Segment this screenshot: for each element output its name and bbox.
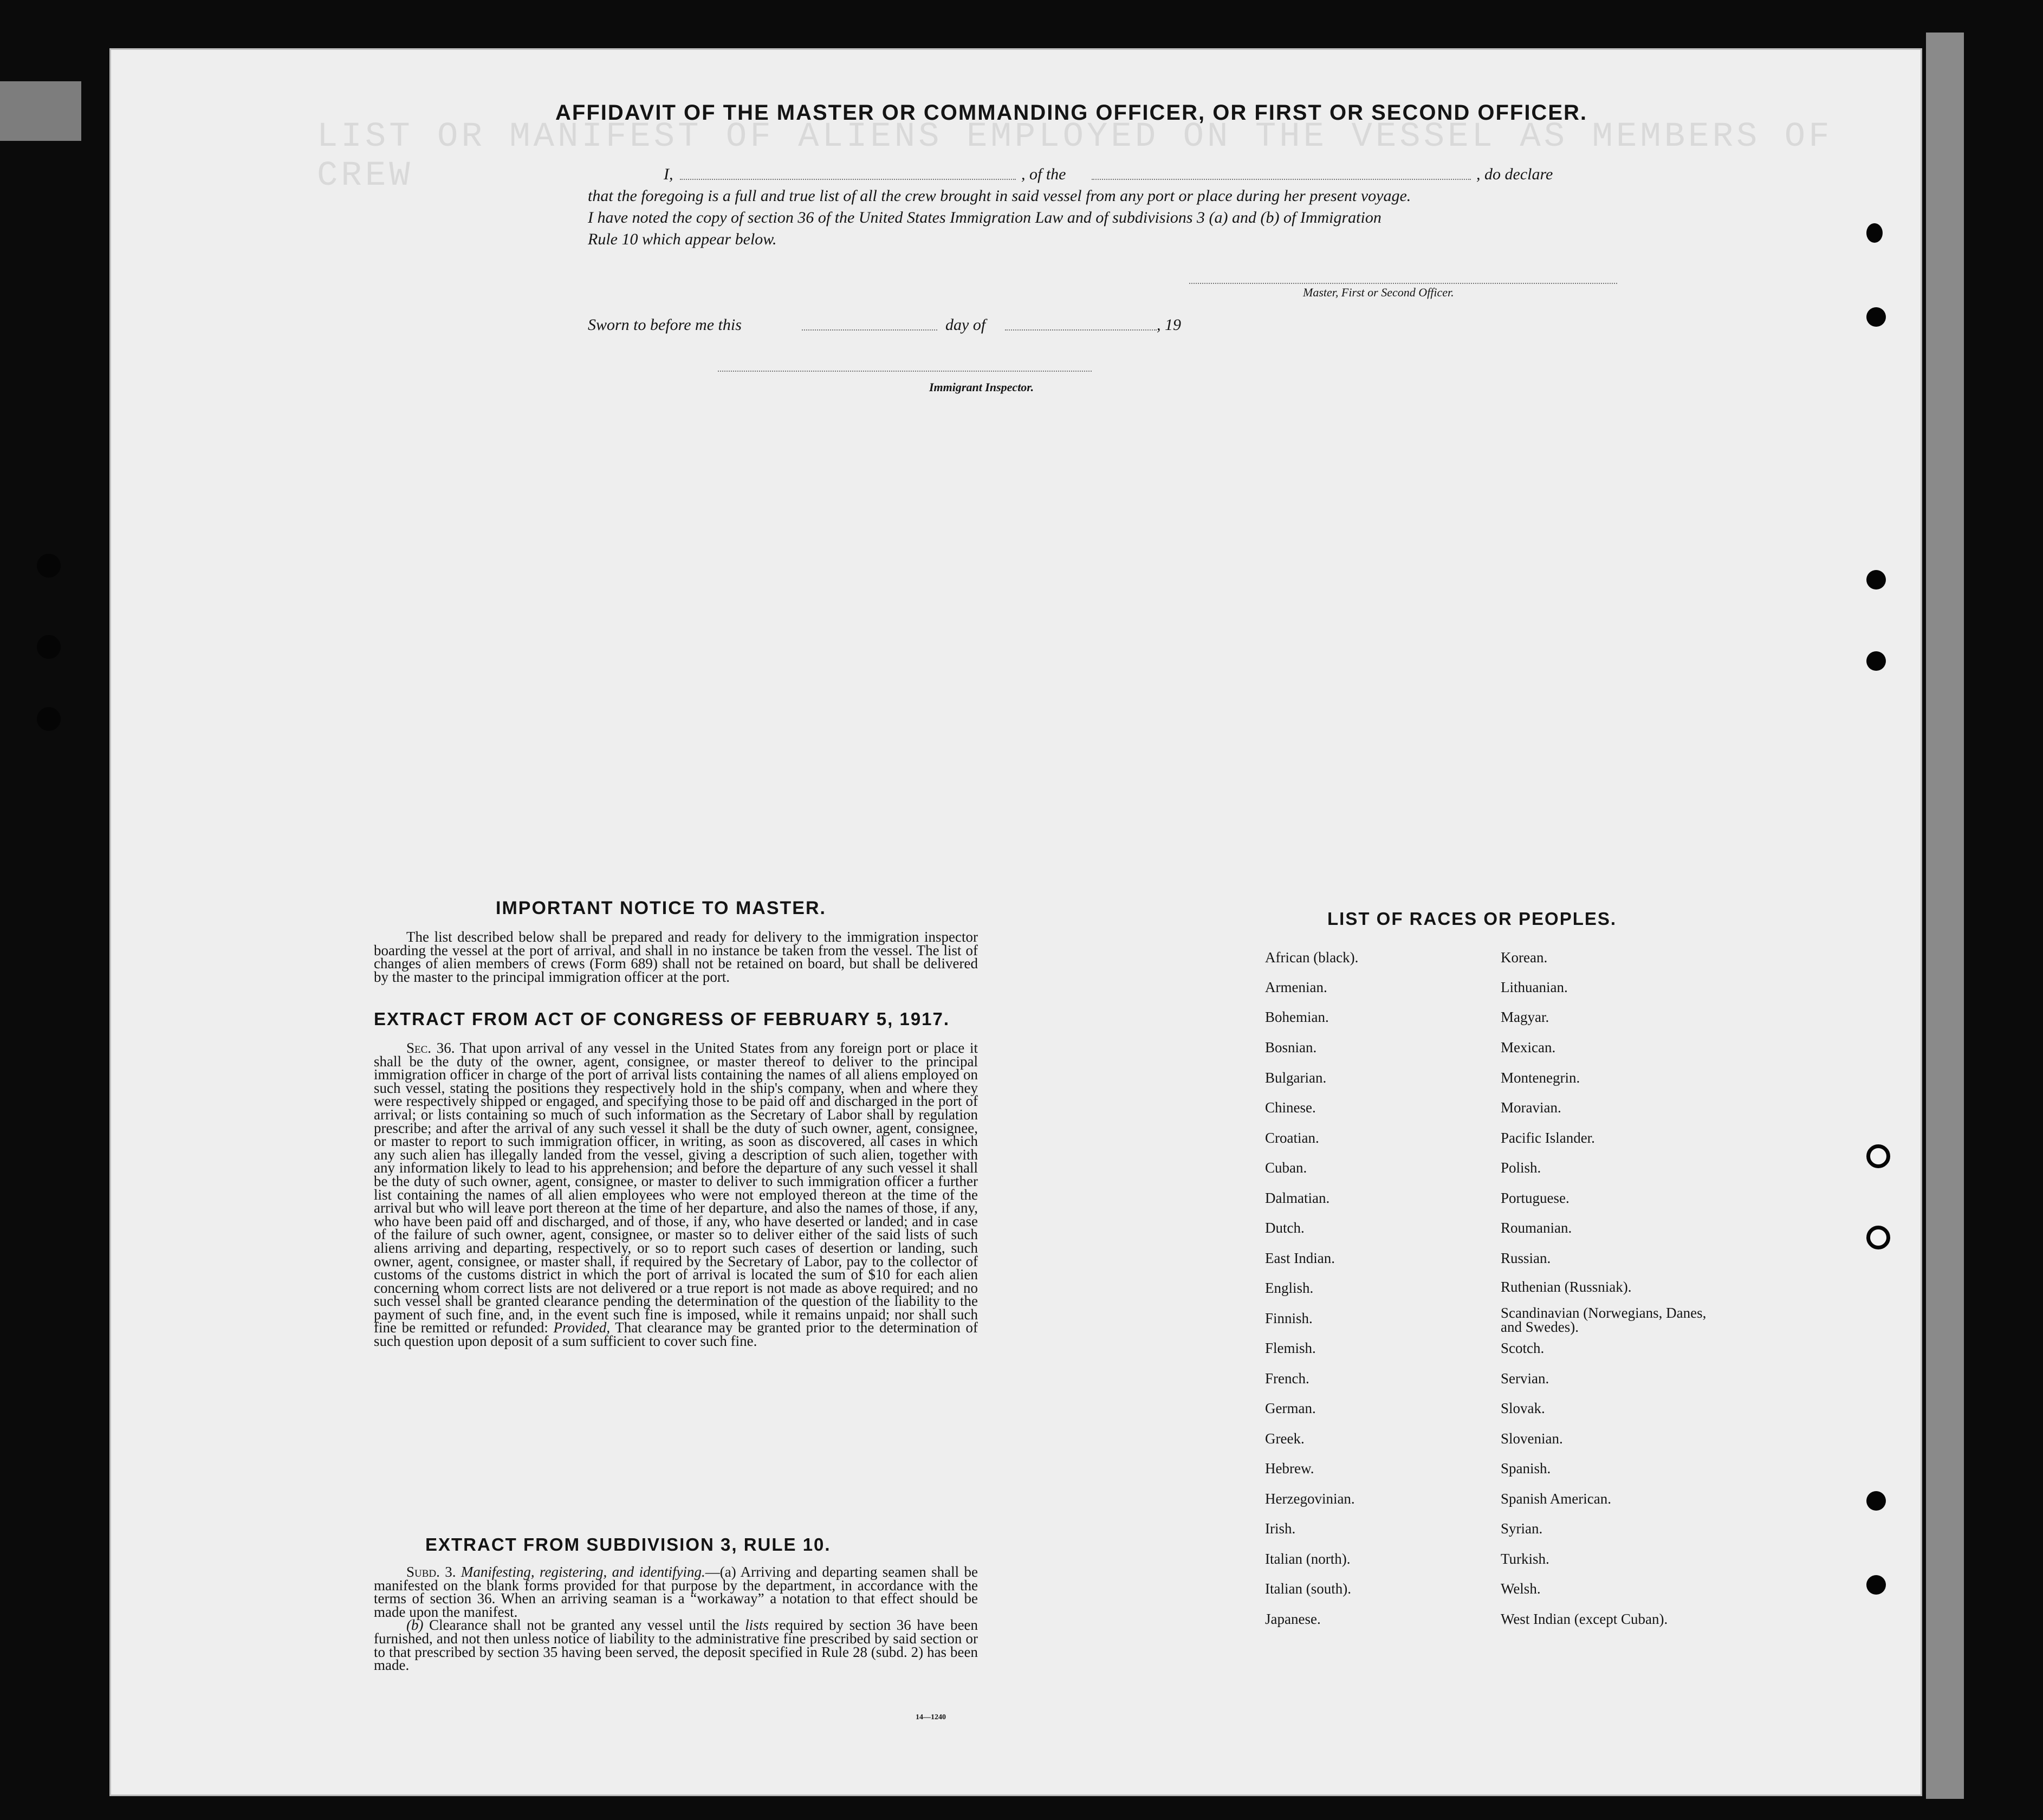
vessel-blank[interactable]: [1092, 179, 1471, 180]
affidavit-title: AFFIDAVIT OF THE MASTER OR COMMANDING OFFICER, OR FIRST OR SECOND OFFICER.: [555, 101, 1587, 125]
race-item: Cuban.: [1265, 1160, 1307, 1176]
race-item: Turkish.: [1501, 1551, 1549, 1567]
race-item: Slovenian.: [1501, 1430, 1563, 1447]
name-blank[interactable]: [680, 179, 1016, 180]
punch-hole: [1866, 223, 1883, 243]
notice-paragraph: The list described below shall be prepared and ready for delivery to the immigration inspector boarding the vessel at the port of arrival, and shall in no instance be taken from the vessel. The list of changes of alien members of crews (Form 689) shall not be retained on board, but shall be delivered by the master to the principal immigration officer at the port.: [374, 929, 978, 985]
punch-hole: [1866, 1575, 1886, 1595]
notice-text: [374, 930, 978, 983]
subdivision-b-label: (b): [406, 1617, 424, 1634]
race-item: Pacific Islander.: [1501, 1130, 1595, 1146]
race-item: Italian (north).: [1265, 1551, 1351, 1567]
rule-extract-title: EXTRACT FROM SUBDIVISION 3, RULE 10.: [425, 1534, 831, 1555]
bleed-through-text: LIST OR MANIFEST OF ALIENS EMPLOYED ON THE VESSEL AS MEMBERS OF CREW: [317, 118, 1833, 196]
punch-hole: [37, 554, 61, 578]
race-item: Spanish.: [1501, 1460, 1551, 1476]
punch-hole: [1866, 1491, 1886, 1511]
race-item: French.: [1265, 1370, 1309, 1387]
race-item: Russian.: [1501, 1250, 1551, 1266]
inspector-label: Immigrant Inspector.: [929, 380, 1034, 394]
race-item: Dalmatian.: [1265, 1190, 1330, 1206]
race-item: Herzegovinian.: [1265, 1491, 1355, 1507]
section-label: Sec. 36.: [406, 1040, 455, 1056]
punch-hole: [1866, 1226, 1890, 1249]
rule-extract-text: [374, 1565, 978, 1672]
race-item: Mexican.: [1501, 1039, 1556, 1055]
declaration-line-4: Rule 10 which appear below.: [588, 230, 777, 248]
race-item: German.: [1265, 1400, 1316, 1416]
proviso-label: Provided,: [553, 1319, 611, 1336]
declaration-do-declare: , do declare: [1476, 165, 1553, 183]
race-item: Croatian.: [1265, 1130, 1319, 1146]
punch-hole: [37, 635, 61, 659]
race-item: African (black).: [1265, 949, 1359, 966]
month-blank[interactable]: [1005, 329, 1157, 331]
race-item: Lithuanian.: [1501, 979, 1568, 995]
sworn-day-of: day of: [945, 316, 986, 334]
race-item: Japanese.: [1265, 1611, 1321, 1627]
race-item: Hebrew.: [1265, 1460, 1314, 1476]
master-signature-line[interactable]: [1189, 283, 1617, 284]
race-item: East Indian.: [1265, 1250, 1335, 1266]
underlying-page-tab: [0, 81, 81, 141]
race-item: Moravian.: [1501, 1099, 1561, 1116]
race-item: Chinese.: [1265, 1099, 1316, 1116]
race-item: Finnish.: [1265, 1310, 1313, 1326]
race-item: Bosnian.: [1265, 1039, 1317, 1055]
affidavit-declaration: [588, 164, 1671, 250]
race-item: Spanish American.: [1501, 1491, 1611, 1507]
declaration-i: I,: [664, 165, 673, 183]
subdivision-a-text: —(a) Arriving and departing seamen shall be manifested on the blank forms provided for that purpose by the department, in accordance with the terms of section 36. When an arriving seaman is a “workaway” a notation to that effect should be made upon the manifest.: [374, 1564, 978, 1620]
sworn-line: [588, 314, 1238, 336]
master-signature-label: Master, First or Second Officer.: [1303, 286, 1454, 299]
race-item: Dutch.: [1265, 1220, 1305, 1236]
punch-hole: [1866, 1144, 1890, 1168]
punch-hole: [1866, 570, 1886, 590]
notice-title: IMPORTANT NOTICE TO MASTER.: [496, 898, 826, 918]
races-title: LIST OF RACES OR PEOPLES.: [1327, 909, 1617, 929]
subdivision-b-text-2: required by section 36 have been furnished, and not then unless notice of liability to the administrative fine prescribed by said section or to that prescribed by section 35 having been served, the deposit specified in Rule 28 (subd. 2) has been made.: [374, 1617, 978, 1674]
declaration-line-2: that the foregoing is a full and true list of all the crew brought in said vessel from any port or place during her present voyage.: [588, 187, 1411, 205]
race-item: Armenian.: [1265, 979, 1327, 995]
declaration-of-the: , of the: [1021, 165, 1066, 183]
race-item: Irish.: [1265, 1520, 1296, 1537]
race-item: Polish.: [1501, 1160, 1541, 1176]
next-page-edge: [1926, 33, 1964, 1799]
punch-hole: [1866, 307, 1886, 327]
section-36-text: That upon arrival of any vessel in the United States from any foreign port or place it shall be the duty of the owner, agent, consignee, or master thereof to deliver to the principal immigration officer in charge of the port of arrival lists containing the names of all aliens employed on such vessel, stating the positions they respectively hold in the ship's company, when and where they were respectively shipped or engaged, and specifying those to be paid off and discharged in the port of arrival; or lists containing so much of such information as the Secretary of Labor shall by regulation prescribe; and after the arrival of any such vessel it shall be the duty of such owner, agent, consignee, or master to report to such immigration officer, in writing, as soon as discovered, all cases in which any such alien has illegally landed from the vessel, giving a description of such alien, together with any information likely to lead to his apprehension; and before the departure of any such vessel it shall be the duty of such owner, agent, consignee, or master to deliver to such immigration officer a further list containing the names of all alien employees who were not employed thereon at the time of the arrival but who will leave port thereon at the time of her departure, and also the names of those, if any, who have been paid off and discharged, and of those, if any, who have deserted or landed; and in case of the failure of such owner, agent, consignee, or master so to deliver either of the said lists of such aliens arriving and departing, respectively, or so to report such cases of desertion or landing, such owner, agent, consignee, or master shall, if required by the Secretary of Labor, pay to the collector of customs of the customs district in which the port of arrival is located the sum of $10 for each alien concerning whom correct lists are not delivered or a true report is not made as above required; and no such vessel shall be granted clearance pending the determination of the question of the liability to the payment of such fine, and, in the event such fine is imposed, while it remains unpaid; nor shall such fine be remitted or refunded:: [374, 1040, 978, 1336]
subdivision-b-lists: lists: [745, 1617, 769, 1634]
race-item: Slovak.: [1501, 1400, 1545, 1416]
inspector-signature-line[interactable]: [718, 371, 1092, 372]
subdivision-b-text-1: Clearance shall not be granted any vessel until the: [429, 1617, 740, 1634]
race-item: Servian.: [1501, 1370, 1549, 1387]
race-item: Bohemian.: [1265, 1009, 1329, 1025]
form-number: 14—1240: [916, 1713, 946, 1721]
act-extract-title: EXTRACT FROM ACT OF CONGRESS OF FEBRUARY 5, 1917.: [374, 1009, 950, 1029]
punch-hole: [37, 707, 61, 731]
race-item: Flemish.: [1265, 1340, 1316, 1356]
declaration-line-3: I have noted the copy of section 36 of the United States Immigration Law and of subdivisions 3 (a) and (b) of Immigration: [588, 209, 1382, 226]
punch-hole: [1866, 651, 1886, 671]
subdivision-heading: Manifesting, registering, and identifying.: [461, 1564, 705, 1580]
sworn-year: , 19: [1157, 316, 1181, 334]
race-item: Scotch.: [1501, 1340, 1545, 1356]
day-blank[interactable]: [802, 329, 937, 331]
subdivision-label: Subd. 3.: [406, 1564, 456, 1580]
manifest-page: [111, 50, 1921, 1795]
race-item: Welsh.: [1501, 1581, 1541, 1597]
race-item: Korean.: [1501, 949, 1548, 966]
race-item: Bulgarian.: [1265, 1070, 1327, 1086]
race-item: Ruthenian (Russniak).: [1501, 1279, 1632, 1295]
race-item: Roumanian.: [1501, 1220, 1572, 1236]
race-item: Syrian.: [1501, 1520, 1543, 1537]
race-item: Italian (south).: [1265, 1581, 1351, 1597]
race-item: West Indian (except Cuban).: [1501, 1611, 1668, 1627]
race-item: Montenegrin.: [1501, 1070, 1580, 1086]
race-item: Portuguese.: [1501, 1190, 1569, 1206]
race-item: Magyar.: [1501, 1009, 1549, 1025]
race-item: Scandinavian (Norwegians, Danes, and Swedes).: [1501, 1305, 1707, 1335]
race-item: English.: [1265, 1280, 1314, 1296]
sworn-text: Sworn to before me this: [588, 316, 742, 334]
proviso-text: That clearance may be granted prior to the determination of such question upon deposit of a sum sufficient to cover such fine.: [374, 1319, 978, 1350]
act-extract-text: [374, 1041, 978, 1348]
race-item: Greek.: [1265, 1430, 1305, 1447]
